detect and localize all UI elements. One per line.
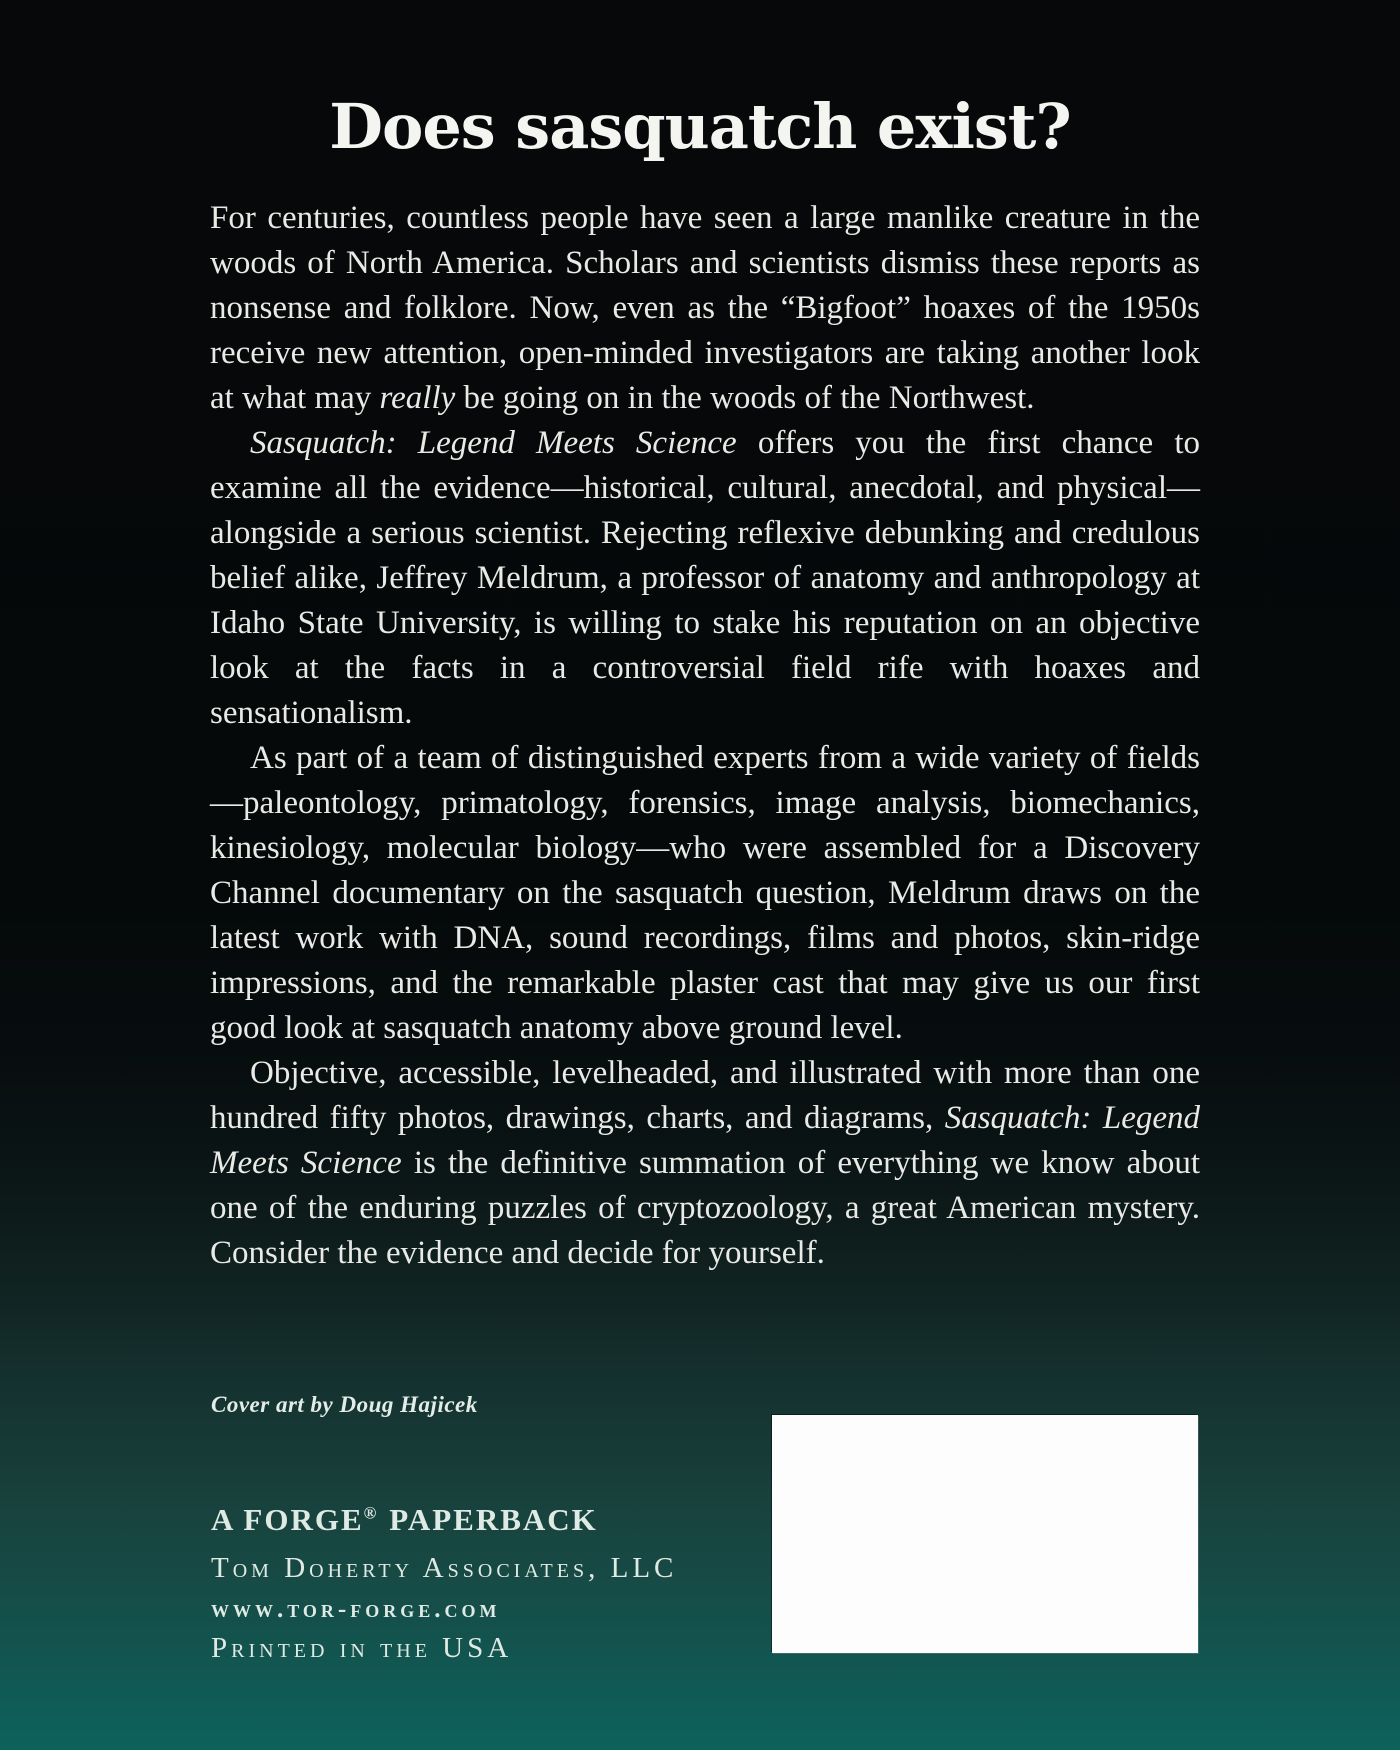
imprint-suffix: PAPERBACK [389, 1502, 598, 1537]
text-segment: Objective, accessible, levelheaded, and illustrated with more than one hundred fifty photos, drawings, charts, and diagrams, [210, 1055, 1200, 1136]
cover-art-credit: Cover art by Doug Hajicek [211, 1392, 478, 1417]
italic-text-segment: really [379, 380, 456, 416]
printed-in-usa: Printed in the USA [211, 1632, 513, 1664]
registered-trademark-symbol: ® [363, 1503, 379, 1523]
italic-text-segment: Sasquatch: Legend Meets Science [250, 425, 737, 461]
paragraph [210, 736, 1200, 1051]
text-segment: is the definitive summation of everything we know about one of the enduring puzzles of cryptozoology, a great American mystery. Consider the evidence and decide for yourself. [210, 1145, 1200, 1271]
barcode-placeholder [772, 1415, 1198, 1653]
imprint-line [211, 1502, 598, 1538]
text-segment: As part of a team of distinguished experts from a wide variety of fields—paleontology, primatology, forensics, image analysis, biomechanics, kinesiology, molecular biology—who were assembled for a Discovery Channel documentary on the sasquatch question, Meldrum draws on the latest work with DNA, sound recordings, films and photos, skin-ridge impressions, and the remarkable plaster cast that may give us our first good look at sasquatch anatomy above ground level. [210, 740, 1200, 1046]
text-segment: be going on in the woods of the Northwest. [455, 380, 1035, 416]
publisher-website: www.tor-forge.com [211, 1596, 501, 1623]
text-segment: offers you the first chance to examine all the evidence—historical, cultural, anecdotal, and physical—alongside a serious scientist. Rejecting reflexive debunking and credulous belief alike, Jeffrey Meldrum, a professor of anatomy and anthropology at Idaho State University, is willing to stake his reputation on an objective look at the facts in a controversial field rife with hoaxes and sensationalism. [210, 425, 1200, 731]
paragraph [210, 196, 1200, 421]
publisher-company: Tom Doherty Associates, LLC [211, 1552, 678, 1584]
page-title: Does sasquatch exist? [329, 90, 1071, 163]
text-segment: For centuries, countless people have seen a large manlike creature in the woods of North America. Scholars and scientists dismiss these reports as nonsense and folklore. Now, even as the “Bigfoot” hoaxes of the 1950s receive new attention, open-minded investigators are taking another look at what may [210, 200, 1200, 416]
paragraph [210, 1051, 1200, 1276]
imprint-prefix: A FORGE [211, 1502, 364, 1537]
paragraph [210, 421, 1200, 736]
description [210, 196, 1200, 1276]
italic-text-segment: Sasquatch: Legend Meets Science [210, 1100, 1200, 1181]
